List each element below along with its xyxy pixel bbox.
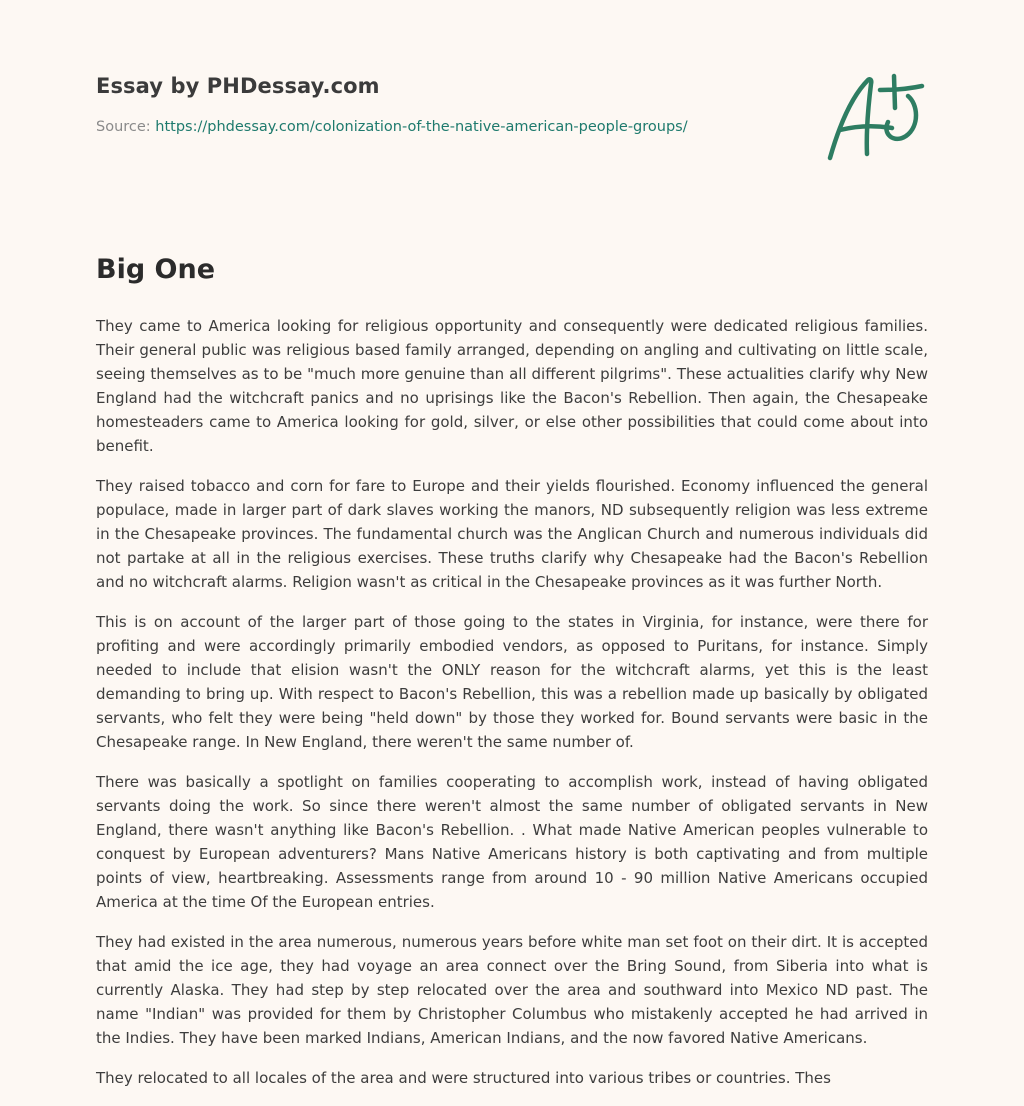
- essay-paragraph: They raised tobacco and corn for fare to Europe and their yields flourished. Economy influenced the general populace, made in larger part of dark slaves working the manors, ND subsequently religion was less extreme in the Chesapeake provinces. The fundamental church was the Anglican Church and numerous individuals did not partake at all in the religious exercises. These truths clarify why Chesapeake had the Bacon's Rebellion and no witchcraft alarms. Religion wasn't as critical in the Chesapeake provinces as it was further North.: [96, 477, 928, 591]
- page-header: [96, 74, 928, 135]
- a-plus-logo-icon: [822, 68, 928, 164]
- essay-body: [96, 314, 928, 1106]
- essay-paragraph: They relocated to all locales of the area and were structured into various tribes or countries. Thes: [96, 1069, 831, 1087]
- essay-paragraph: This is on account of the larger part of those going to the states in Virginia, for instance, were there for profiting and were accordingly primarily embodied vendors, as opposed to Puritans, for instance. Simply needed to include that elision wasn't the ONLY reason for the witchcraft alarms, yet this is the least demanding to bring up. With respect to Bacon's Rebellion, this was a rebellion made up basically by obligated servants, who felt they were being "held down" by those they worked for. Bound servants were basic in the Chesapeake range. In New England, there weren't the same number of.: [96, 613, 928, 751]
- source-link[interactable]: https://phdessay.com/colonization-of-the-native-american-people-groups/: [155, 119, 688, 135]
- source-line: [96, 119, 928, 135]
- essay-paragraph: There was basically a spotlight on families cooperating to accomplish work, instead of having obligated servants doing the work. So since there weren't almost the same number of obligated servants in New England, there wasn't anything like Bacon's Rebellion. . What made Native American peoples vulnerable to conquest by European adventurers? Mans Native Americans history is both captivating and from multiple points of view, heartbreaking. Assessments range from around 10 - 90 million Native Americans occupied America at the time Of the European entries.: [96, 773, 928, 911]
- essay-paragraph: They had existed in the area numerous, numerous years before white man set foot on their dirt. It is accepted that amid the ice age, they had voyage an area connect over the Bring Sound, from Siberia into what is currently Alaska. They had step by step relocated over the area and southward into Mexico ND past. The name "Indian" was provided for them by Christopher Columbus who mistakenly accepted he had arrived in the Indies. They have been marked Indians, American Indians, and the now favored Native Americans.: [96, 933, 928, 1047]
- essay-title: Big One: [96, 254, 216, 285]
- source-label: Source:: [96, 119, 151, 135]
- essay-paragraph: They came to America looking for religious opportunity and consequently were dedicated religious families. Their general public was religious based family arranged, depending on angling and cultivating on little scale, seeing themselves as to be "much more genuine than all different pilgrims". These actualities clarify why New England had the witchcraft panics and no uprisings like the Bacon's Rebellion. Then again, the Chesapeake homesteaders came to America looking for gold, silver, or else other possibilities that could come about into benefit.: [96, 317, 928, 455]
- site-title: Essay by PHDessay.com: [96, 74, 380, 98]
